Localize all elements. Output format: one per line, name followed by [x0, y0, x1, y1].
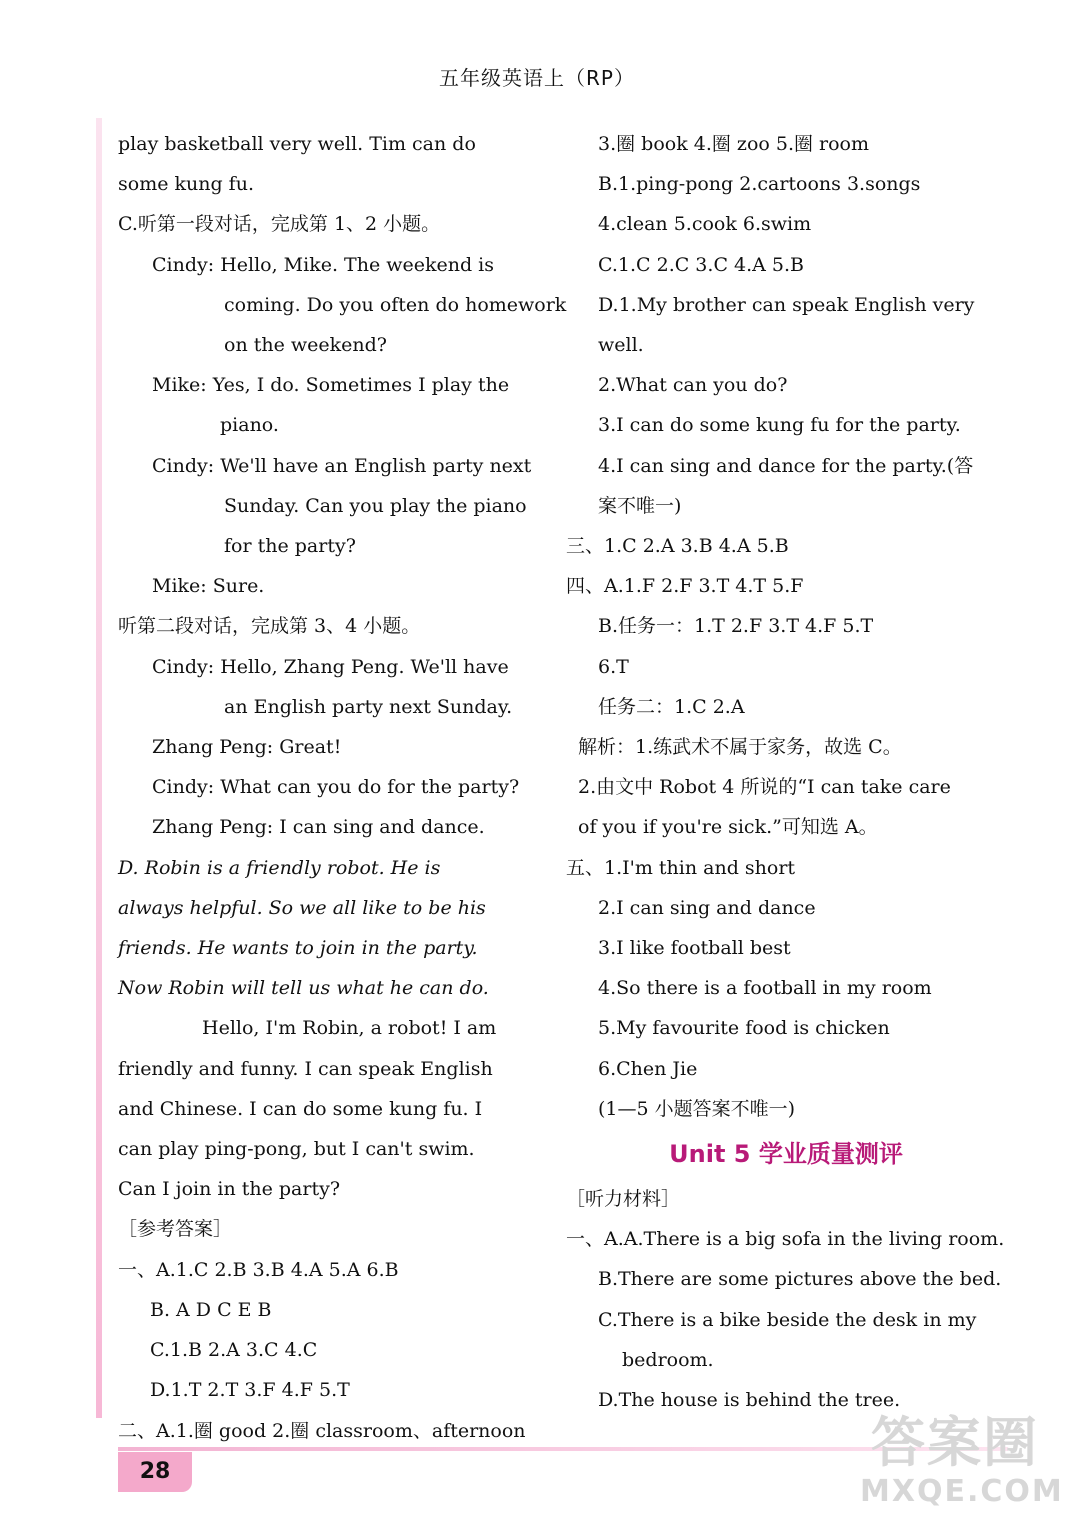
text-line: on the weekend?	[224, 334, 387, 357]
text-line: friendly and funny. I can speak English	[118, 1057, 493, 1080]
text-line: 2.I can sing and dance	[598, 896, 816, 919]
text-line: D.1.T 2.T 3.F 4.F 5.T	[150, 1379, 350, 1402]
text-line: piano.	[220, 414, 279, 437]
text-line: 6.T	[598, 655, 629, 678]
text-line: some kung fu.	[118, 173, 254, 196]
right-column-answers	[566, 124, 1006, 1129]
text-line: Cindy: We'll have an English party next	[152, 454, 532, 477]
text-line: C.There is a bike beside the desk in my	[598, 1308, 977, 1331]
text-line: Zhang Peng: I can sing and dance.	[152, 816, 485, 839]
text-line: can play ping-pong, but I can't swim.	[118, 1138, 475, 1161]
text-line: B. A D C E B	[150, 1298, 272, 1321]
left-column	[118, 124, 567, 1451]
text-line: play basketball very well. Tim can do	[118, 133, 476, 155]
text-line: 解析：1.练武术不属于家务，故选 C。	[578, 736, 902, 759]
text-line: C.听第一段对话，完成第 1、2 小题。	[118, 213, 441, 236]
text-line: C.1.C 2.C 3.C 4.A 5.B	[598, 253, 804, 276]
text-line: 3.I can do some kung fu for the party.	[598, 414, 961, 437]
text-line: D. Robin is a friendly robot. He is	[118, 856, 441, 879]
text-line: Hello, I'm Robin, a robot! I am	[202, 1017, 497, 1040]
page-number: 28	[118, 1452, 192, 1492]
text-line: ［听力材料］	[566, 1188, 681, 1211]
watermark-text-top: 答案圈	[871, 1411, 1039, 1474]
page-header: 五年级英语上（RP）	[439, 66, 635, 90]
text-line: Zhang Peng: Great!	[152, 736, 342, 759]
text-line: 一、A.1.C 2.B 3.B 4.A 5.A 6.B	[118, 1258, 399, 1281]
text-line: 听第二段对话，完成第 3、4 小题。	[118, 615, 421, 638]
text-line: Mike: Yes, I do. Sometimes I play the	[152, 374, 510, 397]
watermark-text-bottom: MXQE.COM	[860, 1474, 1064, 1509]
text-line: friends. He wants to join in the party.	[118, 937, 478, 960]
text-line: 2.由文中 Robot 4 所说的“I can take care	[578, 776, 951, 799]
text-line: 案不唯一)	[598, 494, 682, 517]
text-line: B.There are some pictures above the bed.	[598, 1268, 1002, 1291]
right-column-listening	[566, 1179, 1006, 1420]
text-line: D.The house is behind the tree.	[598, 1389, 901, 1412]
text-line: Cindy: Hello, Zhang Peng. We'll have	[152, 655, 509, 678]
text-line: Cindy: What can you do for the party?	[152, 776, 520, 799]
text-line: 四、A.1.F 2.F 3.T 4.T 5.F	[566, 575, 804, 598]
text-line: Mike: Sure.	[152, 575, 265, 598]
text-line: Can I join in the party?	[118, 1178, 341, 1201]
text-line: Now Robin will tell us what he can do.	[118, 977, 489, 1000]
text-line: C.1.B 2.A 3.C 4.C	[150, 1339, 318, 1362]
text-line: 五、1.I'm thin and short	[566, 856, 796, 879]
text-line: for the party?	[224, 535, 356, 558]
text-line: bedroom.	[622, 1348, 714, 1371]
text-line: Cindy: Hello, Mike. The weekend is	[152, 253, 495, 276]
text-line: 5.My favourite food is chicken	[598, 1017, 890, 1040]
text-line: always helpful. So we all like to be his	[118, 896, 486, 919]
text-line: 4.clean 5.cook 6.swim	[598, 213, 812, 236]
margin-decoration	[96, 118, 102, 1418]
text-line: 三、1.C 2.A 3.B 4.A 5.B	[566, 535, 789, 558]
text-line: 3.圈 book 4.圈 zoo 5.圈 room	[598, 133, 870, 155]
text-line: 3.I like football best	[598, 937, 791, 960]
text-line: B.1.ping-pong 2.cartoons 3.songs	[598, 173, 921, 196]
text-line: 2.What can you do?	[598, 374, 788, 397]
text-line: 6.Chen Jie	[598, 1057, 698, 1080]
text-line: 4.I can sing and dance for the party.(答	[598, 454, 974, 477]
text-line: and Chinese. I can do some kung fu. I	[118, 1097, 483, 1120]
text-line: Sunday. Can you play the piano	[224, 494, 527, 517]
text-line: (1—5 小题答案不唯一)	[598, 1097, 796, 1120]
text-line: 任务二：1.C 2.A	[598, 695, 745, 718]
watermark-logo	[860, 1411, 1064, 1522]
text-line: of you if you're sick.”可知选 A。	[578, 816, 878, 839]
text-line: 二、A.1.圈 good 2.圈 classroom、afternoon	[118, 1419, 526, 1442]
text-line: coming. Do you often do homework	[224, 293, 567, 316]
text-line: well.	[598, 334, 644, 357]
text-line: D.1.My brother can speak English very	[598, 293, 975, 316]
text-line: B.任务一：1.T 2.F 3.T 4.F 5.T	[598, 615, 874, 638]
text-line: ［参考答案］	[118, 1218, 233, 1241]
text-line: 4.So there is a football in my room	[598, 977, 932, 1000]
text-line: an English party next Sunday.	[224, 695, 513, 718]
unit-title: Unit 5 学业质量测评	[669, 1140, 903, 1169]
text-line: 一、A.A.There is a big sofa in the living room.	[566, 1228, 1005, 1251]
right-column	[566, 124, 1006, 1420]
